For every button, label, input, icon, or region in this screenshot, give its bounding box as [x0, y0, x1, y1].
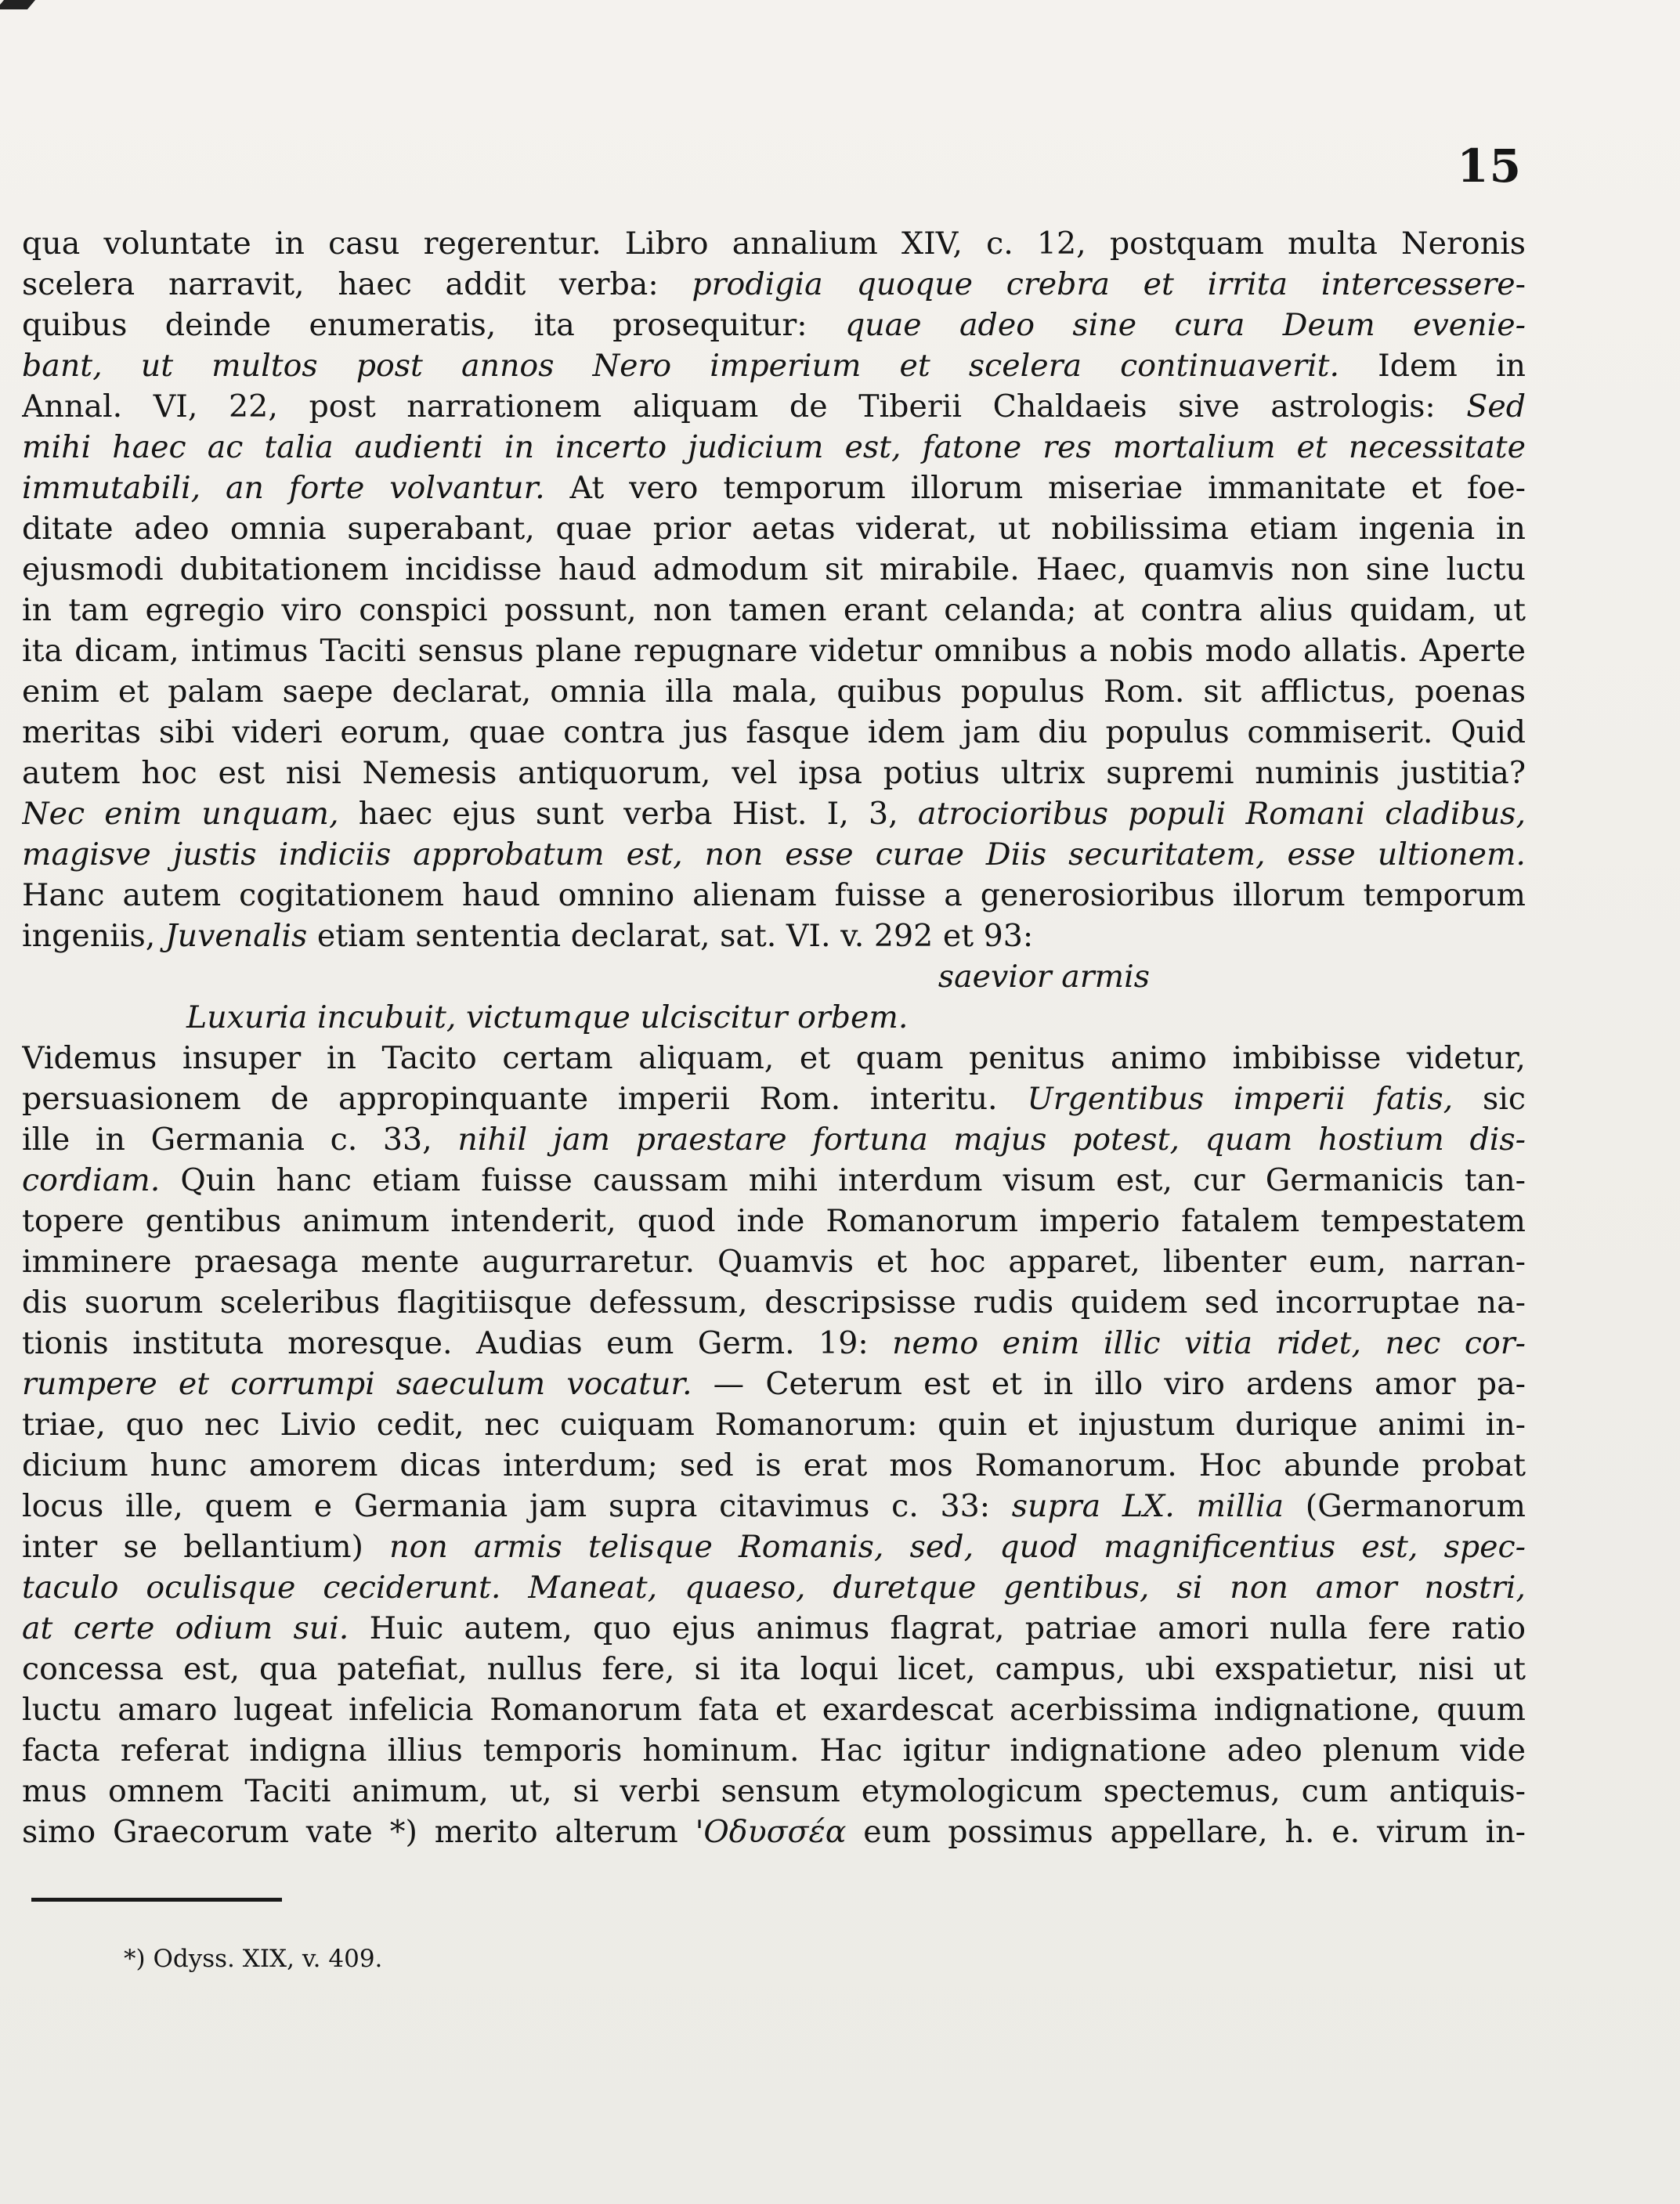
italic-text: taculo oculisque ceciderunt. Maneat, quaeso, duretque gentibus, si non amor nostri,	[22, 1570, 1526, 1606]
text-line	[22, 1486, 1526, 1527]
text-run: ille in Germania c. 33,	[22, 1122, 458, 1158]
italic-text: non armis telisque Romanis, sed, quod magnificentius est, spec-	[389, 1529, 1526, 1565]
text-line	[22, 1282, 1526, 1323]
text-line	[22, 305, 1526, 345]
text-line	[22, 590, 1526, 630]
text-run: eum possimus appellare, h. e. virum in-	[846, 1814, 1526, 1850]
text-line	[22, 793, 1526, 834]
italic-text: supra LX. millia	[1011, 1488, 1284, 1524]
text-run: At vero temporum illorum miseriae immanitate et foe-	[544, 470, 1526, 506]
text-run: ita dicam, intimus Taciti sensus plane repugnare videtur omnibus a nobis modo allatis. Aperte	[22, 633, 1526, 669]
text-line	[22, 427, 1526, 468]
italic-text: atrocioribus populi Romani cladibus,	[917, 796, 1526, 832]
italic-text: Sed	[1466, 388, 1526, 425]
text-line	[22, 956, 1526, 997]
text-line	[22, 630, 1526, 671]
text-run: qua voluntate in casu regerentur. Libro annalium XIV, c. 12, postquam multa Neronis	[22, 226, 1526, 262]
text-line	[22, 1038, 1526, 1079]
italic-text: 'Οδυσσέα	[695, 1814, 847, 1850]
italic-text: at certe odium sui.	[22, 1610, 349, 1646]
text-run: tionis instituta moresque. Audias eum Germ. 19:	[22, 1325, 893, 1361]
text-line	[22, 1689, 1526, 1730]
text-run: ejusmodi dubitationem incidisse haud admodum sit mirabile. Haec, quamvis non sine luctu	[22, 551, 1526, 587]
text-run: simo Graecorum vate *) merito alterum	[22, 1814, 695, 1850]
text-line	[22, 1608, 1526, 1649]
text-run: in tam egregio viro conspici possunt, non tamen erant celanda; at contra alius quidam, ut	[22, 592, 1526, 628]
text-run: luctu amaro lugeat infelicia Romanorum fata et exardescat acerbissima indignatione, quum	[22, 1692, 1526, 1728]
text-run: imminere praesaga mente augurraretur. Quamvis et hoc apparet, libenter eum, narran-	[22, 1244, 1526, 1280]
text-line	[22, 508, 1526, 549]
scan-corner-mark	[0, 0, 35, 9]
text-run: autem hoc est nisi Nemesis antiquorum, vel ipsa potius ultrix supremi numinis justitia?	[22, 755, 1526, 791]
text-run: ingeniis,	[22, 918, 165, 954]
text-line	[22, 468, 1526, 508]
text-line	[22, 753, 1526, 793]
text-line	[22, 834, 1526, 875]
text-run: Hanc autem cogitationem haud omnino alienam fuisse a generosioribus illorum temporum	[22, 877, 1526, 913]
italic-text: Luxuria incubuit, victumque ulciscitur orbem.	[186, 999, 909, 1035]
text-line	[22, 997, 1526, 1038]
text-run: locus ille, quem e Germania jam supra citavimus c. 33:	[22, 1488, 1012, 1524]
text-line	[22, 712, 1526, 753]
text-line	[22, 671, 1526, 712]
text-line	[22, 1160, 1526, 1201]
text-run: Videmus insuper in Tacito certam aliquam, et quam penitus animo imbibisse videtur,	[22, 1040, 1526, 1076]
text-run: haec ejus sunt verba Hist. I, 3,	[338, 796, 918, 832]
text-line	[22, 264, 1526, 305]
page-number: 15	[1457, 139, 1522, 193]
text-run: mus omnem Taciti animum, ut, si verbi sensum etymologicum spectemus, cum antiquis-	[22, 1773, 1526, 1809]
text-run: topere gentibus animum intenderit, quod inde Romanorum imperio fatalem tempestatem	[22, 1203, 1526, 1239]
text-line	[22, 386, 1526, 427]
footnote-rule	[31, 1898, 282, 1902]
text-line	[22, 345, 1526, 386]
italic-text: nemo enim illic vitia ridet, nec cor-	[892, 1325, 1526, 1361]
text-run: dicium hunc amorem dicas interdum; sed is erat mos Romanorum. Hoc abunde probat	[22, 1447, 1526, 1483]
text-line	[22, 1445, 1526, 1486]
text-run: dis suorum sceleribus flagitiisque defessum, descripsisse rudis quidem sed incorruptae na-	[22, 1284, 1526, 1321]
text-run: Idem in	[1339, 348, 1526, 384]
text-run: ditate adeo omnia superabant, quae prior aetas viderat, ut nobilissima etiam ingenia in	[22, 511, 1526, 547]
italic-text: nihil jam praestare fortuna majus potest, quam hostium dis-	[457, 1122, 1526, 1158]
text-run: sic	[1453, 1081, 1526, 1117]
text-line	[22, 1364, 1526, 1404]
text-run: triae, quo nec Livio cedit, nec cuiquam Romanorum: quin et injustum durique animi in-	[22, 1407, 1526, 1443]
italic-text: Juvenalis	[164, 918, 308, 954]
text-line	[22, 1527, 1526, 1567]
italic-text: prodigia quoque crebra et irrita intercessere	[692, 266, 1516, 302]
text-run: etiam sententia declarat, sat. VI. v. 292 et 93:	[307, 918, 1034, 954]
text-line	[22, 1649, 1526, 1689]
text-run: — Ceterum est et in illo viro ardens amor pa-	[692, 1366, 1526, 1402]
italic-text: saevior armis	[938, 959, 1150, 995]
text-line	[22, 223, 1526, 264]
italic-text: immutabili, an forte volvantur.	[22, 470, 545, 506]
text-run: inter se bellantium)	[22, 1529, 390, 1565]
text-line	[22, 1730, 1526, 1771]
text-line	[22, 1201, 1526, 1241]
italic-text: bant, ut multos post annos Nero imperium et scelera continuaverit.	[22, 348, 1340, 384]
text-run: enim et palam saepe declarat, omnia illa mala, quibus populus Rom. sit afflictus, poenas	[22, 674, 1526, 710]
text-line	[22, 549, 1526, 590]
body-text	[22, 223, 1526, 1852]
italic-text: Nec enim unquam,	[22, 796, 339, 832]
italic-text: magisve justis indiciis approbatum est, non esse curae Diis securitatem, esse ultionem.	[22, 836, 1526, 873]
text-line	[22, 1079, 1526, 1119]
text-line	[22, 1241, 1526, 1282]
italic-text: quae adeo sine cura Deum evenie-	[844, 307, 1526, 343]
text-run: Annal. VI, 22, post narrationem aliquam de Tiberii Chaldaeis sive astrologis:	[22, 388, 1467, 425]
text-run: persuasionem de appropinquante imperii Rom. interitu.	[22, 1081, 1028, 1117]
text-line	[22, 1771, 1526, 1812]
italic-text: rumpere et corrumpi saeculum vocatur.	[22, 1366, 692, 1402]
text-line	[22, 1404, 1526, 1445]
text-run: Quin hanc etiam fuisse caussam mihi interdum visum est, cur Germanicis tan-	[160, 1162, 1526, 1198]
italic-text: mihi haec ac talia audienti in incerto judicium est, fatone res mortalium et necessitate	[22, 429, 1526, 465]
text-line	[22, 916, 1526, 956]
text-line	[22, 1812, 1526, 1852]
text-run: scelera narravit, haec addit verba:	[22, 266, 692, 302]
text-line	[22, 1323, 1526, 1364]
text-run: -	[1515, 266, 1526, 302]
text-run: (Germanorum	[1284, 1488, 1526, 1524]
text-line	[22, 1567, 1526, 1608]
text-run: facta referat indigna illius temporis hominum. Hac igitur indignatione adeo plenum vide	[22, 1732, 1526, 1769]
footnote: *) Odyss. XIX, v. 409.	[124, 1945, 383, 1973]
text-run: quibus deinde enumeratis, ita prosequitur:	[22, 307, 845, 343]
italic-text: Urgentibus imperii fatis,	[1027, 1081, 1454, 1117]
text-run: Huic autem, quo ejus animus flagrat, patriae amori nulla fere ratio	[349, 1610, 1526, 1646]
text-run: meritas sibi videri eorum, quae contra jus fasque idem jam diu populus commiserit. Quid	[22, 714, 1526, 750]
text-run: concessa est, qua patefiat, nullus fere, si ita loqui licet, campus, ubi exspatietur, nisi ut	[22, 1651, 1526, 1687]
text-line	[22, 875, 1526, 916]
text-line	[22, 1119, 1526, 1160]
italic-text: cordiam.	[22, 1162, 161, 1198]
